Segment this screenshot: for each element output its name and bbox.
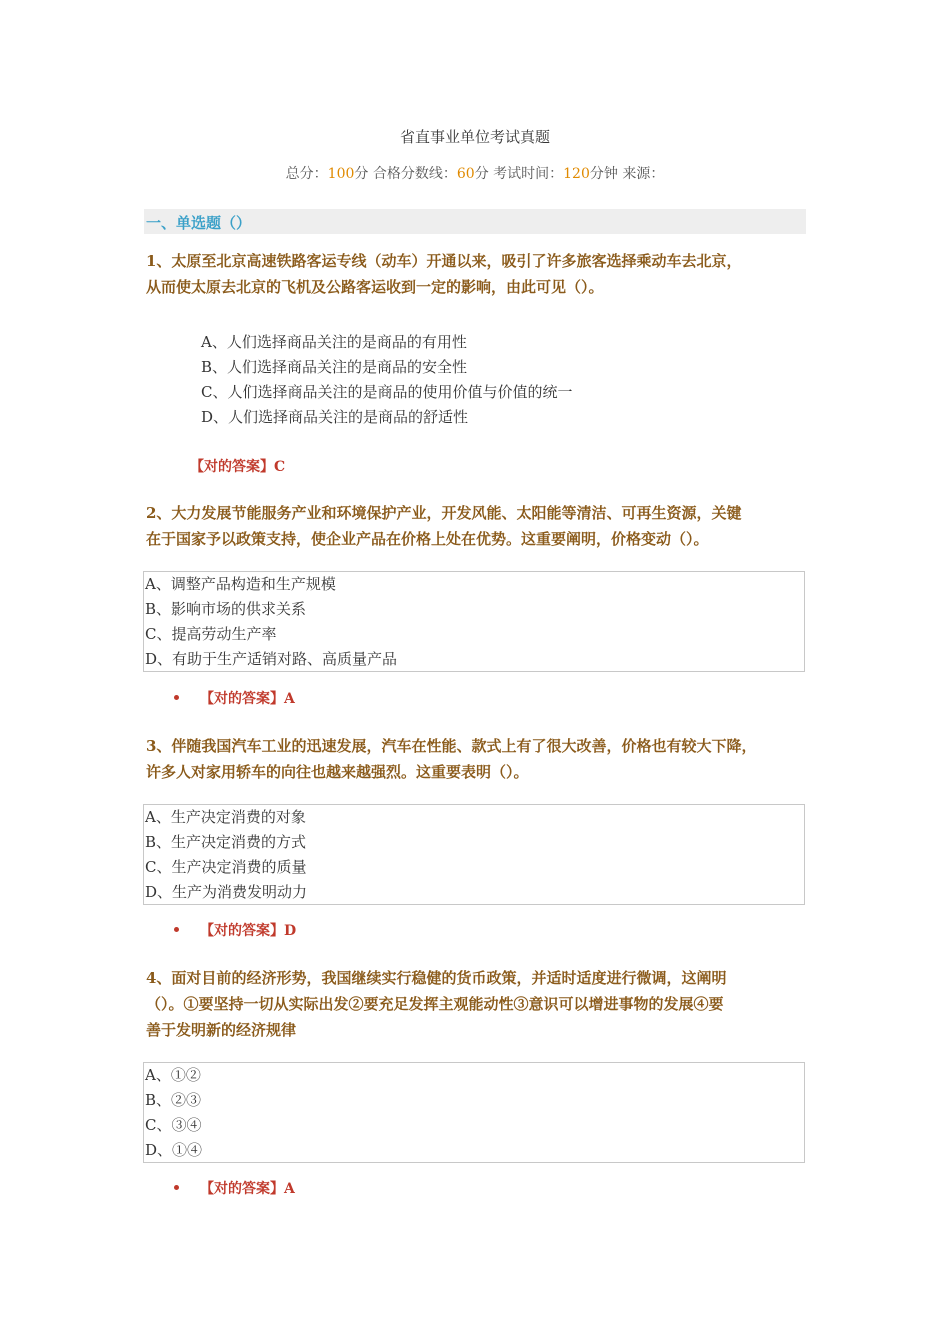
question-line: 在于国家予以政策支持，使企业产品在价格上处在优势。这重要阐明，价格变动（）。 <box>146 530 709 548</box>
time-value: 120 <box>563 166 590 182</box>
question-line: 2、大力发展节能服务产业和环境保护产业，开发风能、太阳能等清洁、可再生资源，关键 <box>146 504 742 522</box>
question-4-text <box>146 965 816 1043</box>
question-2-options <box>143 571 805 672</box>
pass-label: 分 合格分数线： <box>354 166 457 182</box>
option-c[interactable]: C、③④ <box>145 1116 202 1134</box>
total-value: 100 <box>327 166 355 182</box>
option-a[interactable]: A、①② <box>145 1066 201 1084</box>
total-label: 总分： <box>285 166 328 182</box>
page-title: 省直事业单位考试真题 <box>399 128 550 146</box>
bullet-icon <box>174 1185 179 1190</box>
option-b[interactable]: B、②③ <box>145 1091 202 1109</box>
question-4-answer: 【对的答案】A <box>200 1181 295 1197</box>
option-a[interactable]: A、调整产品构造和生产规模 <box>145 575 336 593</box>
pass-value: 60 <box>456 166 475 182</box>
question-4-options <box>143 1062 805 1163</box>
option-d[interactable]: D、人们选择商品关注的是商品的舒适性 <box>201 408 469 426</box>
option-c[interactable]: C、人们选择商品关注的是商品的使用价值与价值的统一 <box>201 383 573 401</box>
question-3-answer: 【对的答案】D <box>200 923 297 939</box>
option-b[interactable]: B、人们选择商品关注的是商品的安全性 <box>201 358 468 376</box>
question-2-answer: 【对的答案】A <box>200 691 295 707</box>
question-line: 从而使太原去北京的飞机及公路客运收到一定的影响，由此可见（）。 <box>146 278 604 296</box>
question-3-text <box>146 733 816 785</box>
question-1-options <box>201 330 572 430</box>
option-c[interactable]: C、生产决定消费的质量 <box>145 858 307 876</box>
option-b[interactable]: B、生产决定消费的方式 <box>145 833 307 851</box>
question-2-text <box>146 500 816 552</box>
exam-meta <box>0 163 950 183</box>
question-line: 3、伴随我国汽车工业的迅速发展，汽车在性能、款式上有了很大改善，价格也有较大下降， <box>146 737 757 755</box>
bullet-icon <box>174 927 179 932</box>
question-line: 4、面对目前的经济形势，我国继续实行稳健的货币政策，并适时适度进行微调，这阐明 <box>146 969 727 987</box>
option-d[interactable]: D、生产为消费发明动力 <box>145 883 308 901</box>
question-1-text <box>146 248 816 300</box>
bullet-icon <box>174 695 179 700</box>
question-line: 许多人对家用轿车的向往也越来越强烈。这重要表明（）。 <box>146 763 529 781</box>
source-label: 分钟 来源： <box>589 166 665 182</box>
option-a[interactable]: A、人们选择商品关注的是商品的有用性 <box>201 333 467 351</box>
option-b[interactable]: B、影响市场的供求关系 <box>145 600 307 618</box>
question-line: 善于发明新的经济规律 <box>146 1021 297 1039</box>
option-d[interactable]: D、有助于生产适销对路、高质量产品 <box>145 650 398 668</box>
question-1-answer: 【对的答案】C <box>190 459 286 475</box>
option-a[interactable]: A、生产决定消费的对象 <box>145 808 306 826</box>
option-d[interactable]: D、①④ <box>145 1141 203 1159</box>
question-line: 1、太原至北京高速铁路客运专线（动车）开通以来，吸引了许多旅客选择乘动车去北京， <box>146 252 742 270</box>
question-3-options <box>143 804 805 905</box>
time-label: 分 考试时间： <box>474 166 564 182</box>
option-c[interactable]: C、提高劳动生产率 <box>145 625 277 643</box>
question-line: （）。①要坚持一切从实际出发②要充足发挥主观能动性③意识可以增进事物的发展④要 <box>146 995 724 1013</box>
section-title: 一、单选题（） <box>146 214 252 232</box>
